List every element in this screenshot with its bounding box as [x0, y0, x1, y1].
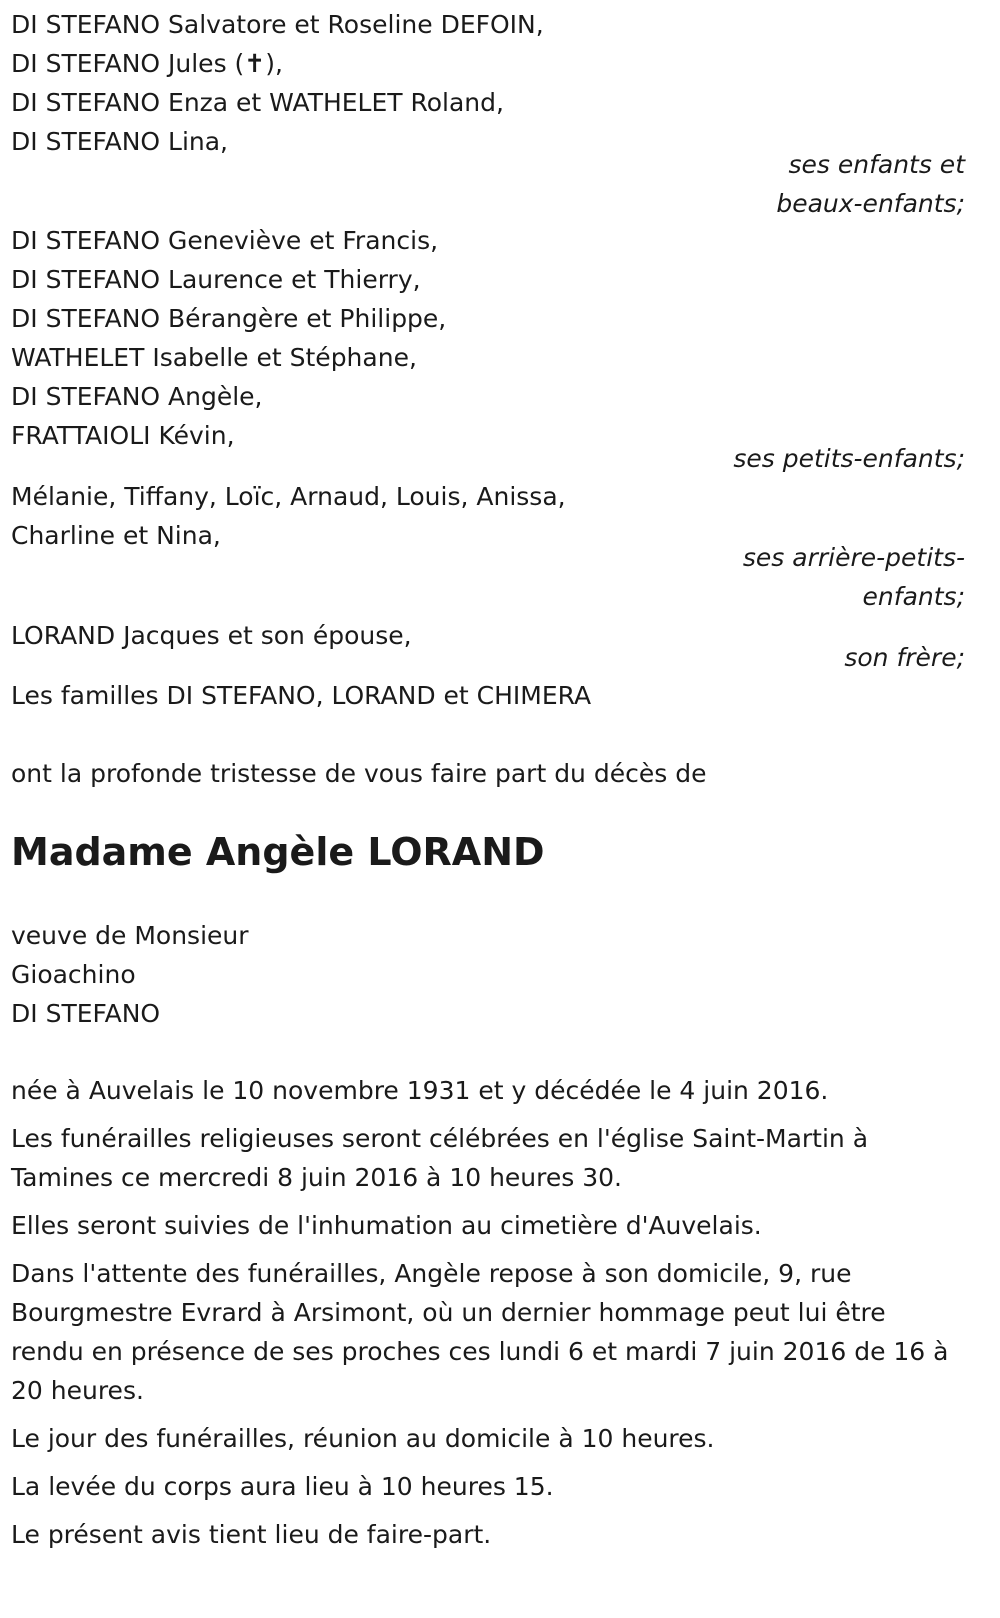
grandchildren-line: DI STEFANO Geneviève et Francis, — [11, 226, 439, 255]
paragraph-meeting: Le jour des funérailles, réunion au domicile à 10 heures. — [11, 1424, 715, 1453]
families-line: Les familles DI STEFANO, LORAND et CHIMERA — [11, 681, 592, 710]
widow-of-line: veuve de Monsieur — [11, 921, 249, 950]
children-line: DI STEFANO Salvatore et Roseline DEFOIN, — [11, 10, 544, 39]
children-line: DI STEFANO Jules (✝), — [11, 49, 283, 78]
great-grandchildren-role: ses arrière-petits- — [742, 543, 965, 572]
children-role: ses enfants et — [788, 150, 965, 179]
brother-line: LORAND Jacques et son épouse, — [11, 621, 412, 650]
great-grandchildren-role: enfants; — [862, 582, 965, 611]
children-role: beaux-enfants; — [776, 189, 965, 218]
deceased-name: Madame Angèle LORAND — [11, 830, 545, 874]
grandchildren-line: DI STEFANO Laurence et Thierry, — [11, 265, 421, 294]
grandchildren-line: WATHELET Isabelle et Stéphane, — [11, 343, 417, 372]
brother-role: son frère; — [844, 643, 965, 672]
paragraph-funeral: Tamines ce mercredi 8 juin 2016 à 10 heures 30. — [11, 1163, 622, 1192]
grandchildren-line: FRATTAIOLI Kévin, — [11, 421, 235, 450]
paragraph-notice: Le présent avis tient lieu de faire-part. — [11, 1520, 492, 1549]
great-grandchildren-line: Mélanie, Tiffany, Loïc, Arnaud, Louis, Anissa, — [11, 482, 566, 511]
children-line: DI STEFANO Lina, — [11, 127, 229, 156]
announcement-text: ont la profonde tristesse de vous faire part du décès de — [11, 759, 707, 788]
widow-of-line: Gioachino — [11, 960, 136, 989]
paragraph-levee: La levée du corps aura lieu à 10 heures 15. — [11, 1472, 554, 1501]
children-line: DI STEFANO Enza et WATHELET Roland, — [11, 88, 504, 117]
grandchildren-line: DI STEFANO Angèle, — [11, 382, 263, 411]
paragraph-birth: née à Auvelais le 10 novembre 1931 et y décédée le 4 juin 2016. — [11, 1076, 829, 1105]
paragraph-funeral: Les funérailles religieuses seront célébrées en l'église Saint-Martin à — [11, 1124, 869, 1153]
paragraph-rest: Bourgmestre Evrard à Arsimont, où un dernier hommage peut lui être — [11, 1298, 886, 1327]
grandchildren-role: ses petits-enfants; — [733, 444, 965, 473]
paragraph-rest: Dans l'attente des funérailles, Angèle repose à son domicile, 9, rue — [11, 1259, 852, 1288]
paragraph-rest: rendu en présence de ses proches ces lundi 6 et mardi 7 juin 2016 de 16 à — [11, 1337, 949, 1366]
paragraph-rest: 20 heures. — [11, 1376, 144, 1405]
widow-of-line: DI STEFANO — [11, 999, 161, 1028]
great-grandchildren-line: Charline et Nina, — [11, 521, 221, 550]
paragraph-burial: Elles seront suivies de l'inhumation au cimetière d'Auvelais. — [11, 1211, 762, 1240]
grandchildren-line: DI STEFANO Bérangère et Philippe, — [11, 304, 447, 333]
